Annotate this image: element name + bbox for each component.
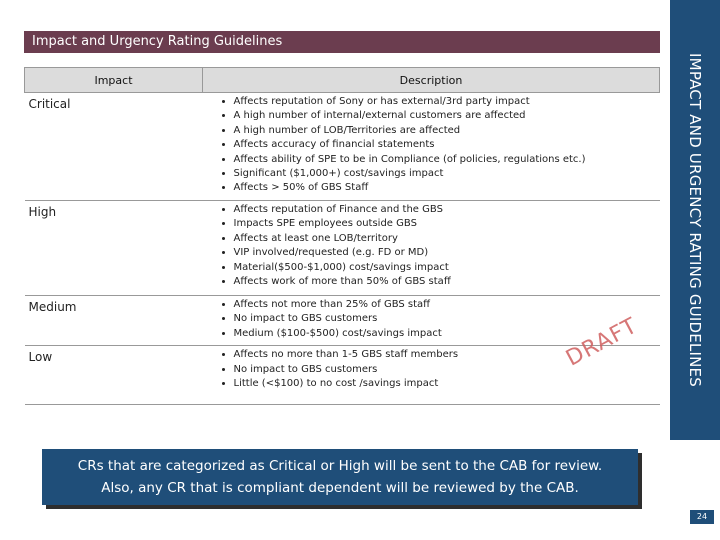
draft-watermark: DRAFT bbox=[562, 313, 642, 372]
impact-level: Medium bbox=[25, 296, 203, 346]
list-item: • Material($500-$1,000) cost/savings impact bbox=[234, 261, 656, 275]
list-item: • Affects work of more than 50% of GBS staff bbox=[234, 275, 656, 289]
title-bar bbox=[24, 31, 660, 53]
list-item: • Little (<$100) to no cost /savings impact bbox=[234, 377, 656, 391]
table-header-row bbox=[25, 68, 660, 93]
table-row bbox=[25, 296, 660, 346]
page-number: 24 bbox=[690, 510, 714, 524]
list-item: • Affects not more than 25% of GBS staff bbox=[234, 298, 656, 312]
column-header-impact: Impact bbox=[25, 68, 203, 93]
list-item: • VIP involved/requested (e.g. FD or MD) bbox=[234, 246, 656, 260]
note-line: Also, any CR that is compliant dependent will be reviewed by the CAB. bbox=[101, 480, 579, 496]
list-item: • Significant ($1,000+) cost/savings impact bbox=[234, 167, 656, 181]
list-item: • No impact to GBS customers bbox=[234, 363, 656, 377]
list-item: • A high number of internal/external customers are affected bbox=[234, 109, 656, 123]
list-item: • Affects reputation of Finance and the GBS bbox=[234, 203, 656, 217]
column-header-description: Description bbox=[203, 68, 660, 93]
table-row bbox=[25, 201, 660, 296]
list-item: • Medium ($100-$500) cost/savings impact bbox=[234, 327, 656, 341]
list-item: • Affects accuracy of financial statements bbox=[234, 138, 656, 152]
page-title: Impact and Urgency Rating Guidelines bbox=[32, 34, 283, 49]
list-item: • A high number of LOB/Territories are affected bbox=[234, 124, 656, 138]
list-item: • No impact to GBS customers bbox=[234, 312, 656, 326]
list-item: • Affects > 50% of GBS Staff bbox=[234, 181, 656, 195]
list-item: • Affects ability of SPE to be in Compliance (of policies, regulations etc.) bbox=[234, 153, 656, 167]
side-title: IMPACT AND URGENCY RATING GUIDELINES bbox=[686, 53, 704, 387]
list-item: • Impacts SPE employees outside GBS bbox=[234, 217, 656, 231]
list-item: • Affects at least one LOB/territory bbox=[234, 232, 656, 246]
list-item: • Affects no more than 1-5 GBS staff members bbox=[234, 348, 656, 362]
impact-level: High bbox=[25, 201, 203, 296]
impact-level: Low bbox=[25, 346, 203, 405]
list-item: • Affects reputation of Sony or has external/3rd party impact bbox=[234, 95, 656, 109]
impact-description bbox=[203, 93, 660, 201]
note-line: CRs that are categorized as Critical or High will be sent to the CAB for review. bbox=[77, 458, 603, 474]
cab-review-note bbox=[42, 449, 638, 505]
table-row bbox=[25, 93, 660, 201]
impact-level: Critical bbox=[25, 93, 203, 201]
impact-description bbox=[203, 201, 660, 296]
